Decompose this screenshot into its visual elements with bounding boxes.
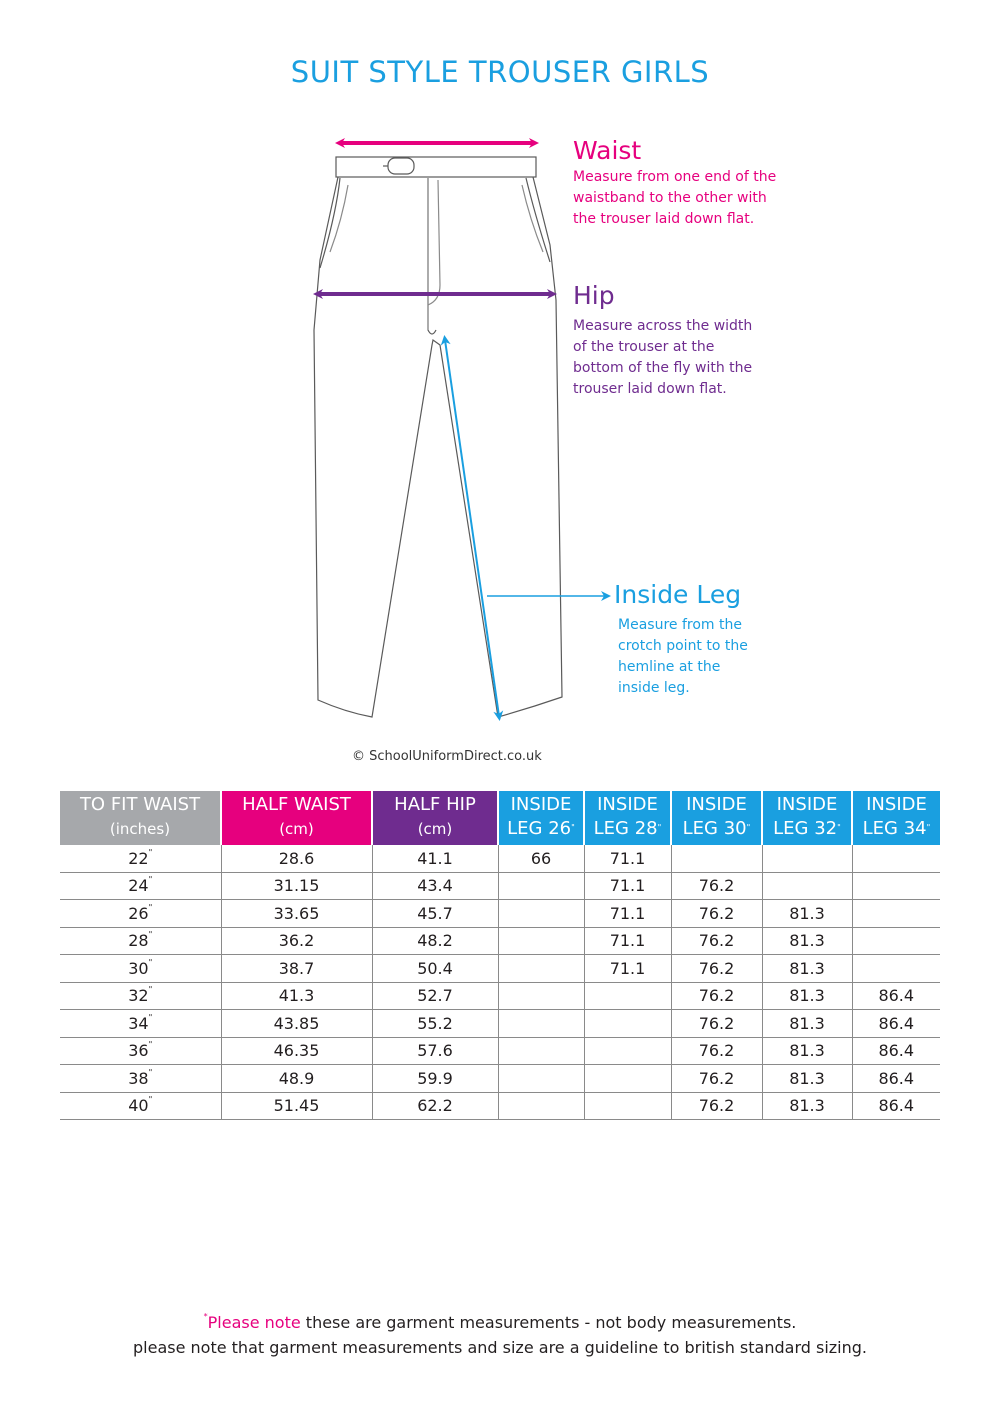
cell-leg30: 76.2 [671,1037,762,1065]
size-table [60,791,940,1120]
cell-half-hip: 57.6 [372,1037,498,1065]
cell-leg26 [498,982,584,1010]
cell-half-hip: 43.4 [372,872,498,900]
cell-leg30: 76.2 [671,982,762,1010]
cell-waist: 32" [60,982,221,1010]
cell-half-hip: 59.9 [372,1065,498,1093]
table-header-row [60,791,940,845]
cell-leg34: 86.4 [852,982,940,1010]
cell-leg34: 86.4 [852,1010,940,1038]
cell-leg28 [584,982,671,1010]
trouser-diagram [0,120,1000,760]
cell-leg34: 86.4 [852,1037,940,1065]
cell-leg30: 76.2 [671,1092,762,1120]
cell-leg32 [762,845,852,872]
cell-leg32: 81.3 [762,900,852,928]
cell-leg28 [584,1092,671,1120]
cell-half-hip: 45.7 [372,900,498,928]
cell-leg30: 76.2 [671,1010,762,1038]
cell-half-waist: 43.85 [221,1010,372,1038]
cell-waist: 22" [60,845,221,872]
cell-half-waist: 51.45 [221,1092,372,1120]
cell-half-hip: 62.2 [372,1092,498,1120]
header-half-hip: HALF HIP (cm) [372,791,498,845]
cell-leg34 [852,900,940,928]
cell-half-waist: 28.6 [221,845,372,872]
cell-leg28 [584,1010,671,1038]
cell-leg28: 71.1 [584,900,671,928]
cell-leg32: 81.3 [762,1037,852,1065]
cell-leg30: 76.2 [671,927,762,955]
cell-leg26 [498,1065,584,1093]
inside-leg-arrow [445,340,499,716]
inside-leg-heading: Inside Leg [614,580,742,609]
cell-leg26 [498,927,584,955]
cell-leg32: 81.3 [762,982,852,1010]
cell-leg32: 81.3 [762,927,852,955]
cell-half-hip: 48.2 [372,927,498,955]
cell-leg26 [498,955,584,983]
cell-leg34: 86.4 [852,1092,940,1120]
cell-leg30: 76.2 [671,900,762,928]
table-row [60,900,940,928]
header-inside-leg-30: INSIDE LEG 30" [671,791,762,845]
inside-leg-description: Measure from the crotch point to the hemline at the inside leg. [618,617,748,696]
header-to-fit-waist: TO FIT WAIST (inches) [60,791,221,845]
cell-leg26 [498,1037,584,1065]
hip-description: Measure across the width of the trouser at the bottom of the fly with the trouser laid down flat. [573,318,753,397]
table-row [60,927,940,955]
cell-leg28: 71.1 [584,872,671,900]
footnote-highlight: *Please note [203,1312,301,1332]
table-row [60,955,940,983]
cell-half-hip: 50.4 [372,955,498,983]
cell-waist: 24" [60,872,221,900]
cell-half-waist: 38.7 [221,955,372,983]
cell-leg32 [762,872,852,900]
header-inside-leg-28: INSIDE LEG 28" [584,791,671,845]
cell-leg30 [671,845,762,872]
cell-leg30: 76.2 [671,955,762,983]
footnote-line-1: *Please note these are garment measurements - not body measurements. [203,1312,797,1332]
cell-leg34 [852,927,940,955]
cell-leg34: 86.4 [852,1065,940,1093]
cell-leg26 [498,1092,584,1120]
cell-leg34 [852,845,940,872]
cell-waist: 36" [60,1037,221,1065]
cell-waist: 34" [60,1010,221,1038]
cell-half-hip: 41.1 [372,845,498,872]
cell-waist: 40" [60,1092,221,1120]
cell-half-waist: 46.35 [221,1037,372,1065]
cell-leg32: 81.3 [762,955,852,983]
table-row [60,1037,940,1065]
copyright-notice: © SchoolUniformDirect.co.uk [352,749,542,764]
table-row [60,982,940,1010]
cell-half-waist: 48.9 [221,1065,372,1093]
cell-half-waist: 41.3 [221,982,372,1010]
cell-leg32: 81.3 [762,1065,852,1093]
cell-leg32: 81.3 [762,1010,852,1038]
table-row [60,1065,940,1093]
cell-leg34 [852,872,940,900]
header-inside-leg-34: INSIDE LEG 34" [852,791,940,845]
cell-leg32: 81.3 [762,1092,852,1120]
header-inside-leg-26: INSIDE LEG 26" [498,791,584,845]
cell-half-waist: 36.2 [221,927,372,955]
waist-heading: Waist [573,136,642,165]
footnote-line-2: please note that garment measurements and size are a guideline to british standard sizing. [133,1338,867,1357]
cell-waist: 38" [60,1065,221,1093]
cell-half-waist: 33.65 [221,900,372,928]
page-title: SUIT STYLE TROUSER GIRLS [290,55,710,89]
header-half-waist: HALF WAIST (cm) [221,791,372,845]
table-row [60,1010,940,1038]
cell-leg34 [852,955,940,983]
cell-leg26 [498,872,584,900]
cell-half-hip: 55.2 [372,1010,498,1038]
table-row [60,1092,940,1120]
table-row [60,845,940,872]
cell-leg28: 71.1 [584,955,671,983]
cell-leg28 [584,1037,671,1065]
cell-leg26: 66 [498,845,584,872]
cell-half-hip: 52.7 [372,982,498,1010]
table-row [60,872,940,900]
cell-waist: 26" [60,900,221,928]
cell-leg26 [498,1010,584,1038]
cell-leg28 [584,1065,671,1093]
header-inside-leg-32: INSIDE LEG 32" [762,791,852,845]
cell-waist: 30" [60,955,221,983]
cell-leg30: 76.2 [671,1065,762,1093]
cell-leg28: 71.1 [584,927,671,955]
cell-leg26 [498,900,584,928]
cell-leg28: 71.1 [584,845,671,872]
cell-leg30: 76.2 [671,872,762,900]
cell-half-waist: 31.15 [221,872,372,900]
trouser-outline [314,157,562,717]
waist-description: Measure from one end of the waistband to the other with the trouser laid down flat. [573,169,777,227]
cell-waist: 28" [60,927,221,955]
hip-heading: Hip [573,281,615,310]
